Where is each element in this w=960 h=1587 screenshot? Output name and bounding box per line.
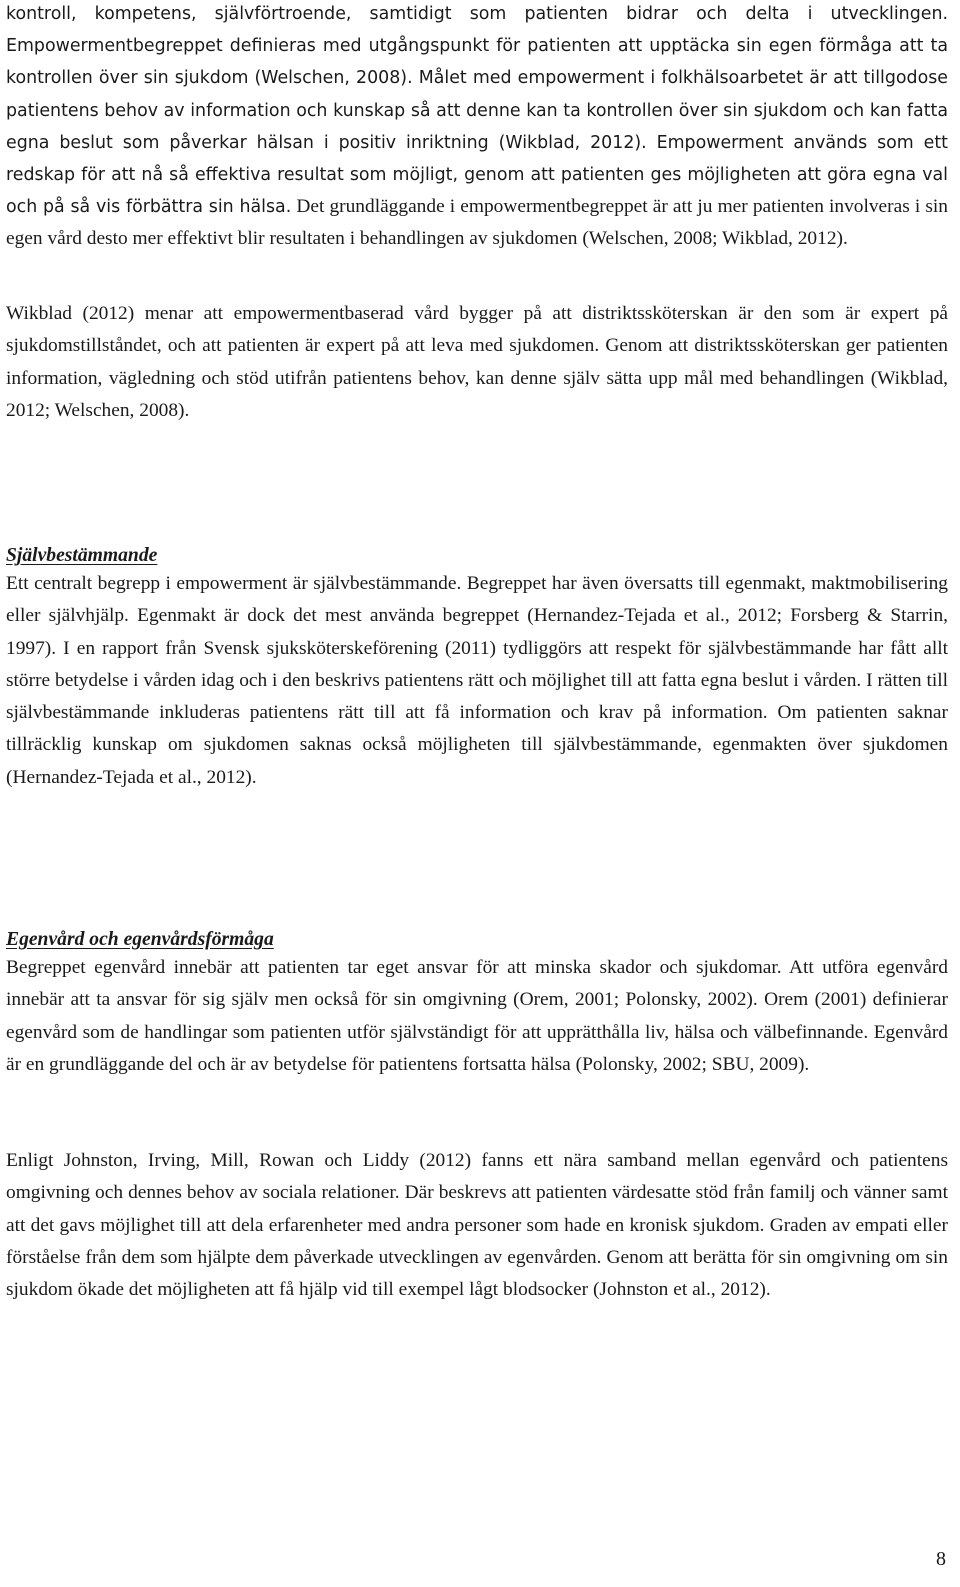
heading-egenvard: Egenvård och egenvårdsförmåga: [6, 929, 274, 950]
paragraph-empowerment: [6, 0, 948, 256]
paragraph-egenvard: Begreppet egenvård innebär att patienten tar eget ansvar för att minska skador och sjukdomar. Att utföra egenvård innebär att ta ansvar för sig själv men också för sin omgivning (Orem, 2001; Polonsky, 2002). Orem (2001) definierar egenvård som de handlingar som patienten utför självständigt för att upprätthålla liv, hälsa och välbefinnande. Egenvård är en grundläggande del och är av betydelse för patientens fortsatta hälsa (Polonsky, 2002; SBU, 2009).: [6, 957, 948, 1075]
paragraph-wikblad: Wikblad (2012) menar att empowermentbaserad vård bygger på att distriktssköterskan är den som är expert på sjukdomstillståndet, och att patienten är expert på att leva med sjukdomen. Genom att distriktssköterskan ger patienten information, vägledning och stöd utifrån patientens behov, kan denne själv sätta upp mål med behandlingen (Wikblad, 2012; Welschen, 2008).: [6, 303, 948, 421]
page-number: 8: [936, 1548, 946, 1570]
paragraph-johnston: Enligt Johnston, Irving, Mill, Rowan och Liddy (2012) fanns ett nära samband mellan egenvård och patientens omgivning och dennes behov av sociala relationer. Där beskrevs att patienten värdesatte stöd från familj och vänner samt att det gavs möjlighet till att dela erfarenheter med andra personer som hade en kronisk sjukdom. Graden av empati eller förståelse från dem som hjälpte dem påverkade utvecklingen av egenvården. Genom att berätta för sin omgivning om sin sjukdom ökade det möjligheten att få hjälp vid till exempel lågt blodsocker (Johnston et al., 2012).: [6, 1150, 948, 1301]
paragraph-empowerment-final: Det grundläggande i empowermentbegreppet är att ju mer patienten involveras i sin egen vård desto mer effektivt blir resultaten i behandlingen av sjukdomen (Welschen, 2008; Wikblad, 2012).: [6, 196, 948, 250]
paragraph-empowerment-text: kontroll, kompetens, självförtroende, samtidigt som patienten bidrar och delta i utvecklingen. Empowermentbegreppet definieras med utgångspunkt för patienten att upptäcka sin egen förmåga att ta kontrollen över sin sjukdom (Welschen, 2008). Målet med empowerment i folkhälsoarbetet är att tillgodose patientens behov av information och kunskap så att denne kan ta kontrollen över sin sjukdom och kan fatta egna beslut som påverkar hälsan i positiv inriktning (Wikblad, 2012).: [6, 4, 948, 153]
paragraph-empowerment-continued: Empowerment används som ett redskap för att nå så effektiva resultat som möjligt, genom att patienten ges möjligheten att göra egna val och på så vis förbättra sin hälsa.: [6, 132, 948, 218]
paragraph-sjalvbestammande: Ett centralt begrepp i empowerment är självbestämmande. Begreppet har även översatts till egenmakt, maktmobilisering eller självhjälp. Egenmakt är dock det mest använda begreppet (Hernandez-Tejada et al., 2012; Forsberg & Starrin, 1997). I en rapport från Svensk sjuksköterskeförening (2011) tydliggörs att respekt för självbestämmande har fått allt större betydelse i vården idag och i den beskrivs patientens rätt och möjlighet till att fatta egna beslut i vården. I rätten till självbestämmande inkluderas patientens rätt till att få information och krav på information. Om patienten saknar tillräcklig kunskap om sjukdomen saknas också möjligheten till självbestämmande, egenmakten över sjukdomen (Hernandez-Tejada et al., 2012).: [6, 573, 948, 788]
heading-sjalvbestammande: Självbestämmande: [6, 545, 158, 566]
